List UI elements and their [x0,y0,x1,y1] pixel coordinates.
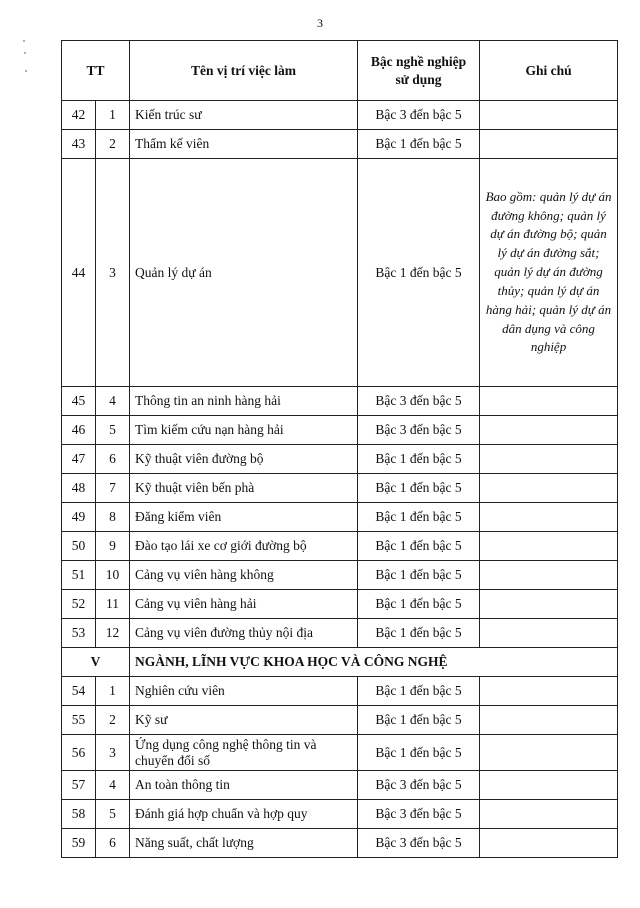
note-cell [480,561,618,590]
note-cell [480,829,618,858]
level-range: Bậc 3 đến bậc 5 [358,387,480,416]
row-number: 54 [62,677,96,706]
row-number: 47 [62,445,96,474]
position-name: Tìm kiếm cứu nạn hàng hải [130,416,358,445]
level-range: Bậc 3 đến bậc 5 [358,829,480,858]
row-sub-number: 8 [96,503,130,532]
level-range: Bậc 1 đến bậc 5 [358,503,480,532]
row-number: 42 [62,101,96,130]
row-number: 45 [62,387,96,416]
position-name: Cảng vụ viên hàng không [130,561,358,590]
row-number: 50 [62,532,96,561]
row-number: 43 [62,130,96,159]
note-cell [480,445,618,474]
level-range: Bậc 1 đến bậc 5 [358,706,480,735]
table-row [62,387,618,416]
header-level: Bậc nghề nghiệp sử dụng [358,41,480,101]
row-number: 52 [62,590,96,619]
table-header-row [62,41,618,101]
position-name: Thẩm kế viên [130,130,358,159]
level-range: Bậc 3 đến bậc 5 [358,800,480,829]
note-cell [480,130,618,159]
row-sub-number: 12 [96,619,130,648]
position-name: Quản lý dự án [130,159,358,387]
table-row [62,416,618,445]
header-position-name: Tên vị trí việc làm [130,41,358,101]
row-sub-number: 7 [96,474,130,503]
header-note: Ghi chú [480,41,618,101]
row-sub-number: 5 [96,416,130,445]
row-number: 59 [62,829,96,858]
position-name: Ứng dụng công nghệ thông tin và chuyển đổi số [130,735,358,771]
position-name: Cảng vụ viên hàng hải [130,590,358,619]
table-row [62,619,618,648]
position-name: Kiến trúc sư [130,101,358,130]
level-range: Bậc 1 đến bậc 5 [358,445,480,474]
position-name: Cảng vụ viên đường thủy nội địa [130,619,358,648]
note-cell [480,590,618,619]
note-cell [480,677,618,706]
row-sub-number: 6 [96,445,130,474]
table-row [62,829,618,858]
position-name: Nghiên cứu viên [130,677,358,706]
row-sub-number: 1 [96,101,130,130]
note-cell [480,474,618,503]
table-row [62,677,618,706]
level-range: Bậc 1 đến bậc 5 [358,677,480,706]
row-sub-number: 6 [96,829,130,858]
table-row [62,706,618,735]
section-title: NGÀNH, LĨNH VỰC KHOA HỌC VÀ CÔNG NGHỆ [130,648,618,677]
row-number: 46 [62,416,96,445]
note-cell [480,619,618,648]
row-sub-number: 2 [96,130,130,159]
row-number: 44 [62,159,96,387]
level-range: Bậc 1 đến bậc 5 [358,735,480,771]
level-range: Bậc 1 đến bậc 5 [358,619,480,648]
row-number: 57 [62,771,96,800]
table-row [62,445,618,474]
section-row [62,648,618,677]
section-roman-numeral: V [62,648,130,677]
row-number: 58 [62,800,96,829]
table-body [62,101,618,858]
row-sub-number: 3 [96,159,130,387]
table-row [62,590,618,619]
position-name: Kỹ thuật viên bến phà [130,474,358,503]
table-row [62,735,618,771]
position-name: Đăng kiểm viên [130,503,358,532]
level-range: Bậc 3 đến bậc 5 [358,771,480,800]
header-tt: TT [62,41,130,101]
row-number: 55 [62,706,96,735]
note-cell [480,387,618,416]
note-cell [480,101,618,130]
row-number: 49 [62,503,96,532]
level-range: Bậc 1 đến bậc 5 [358,561,480,590]
table-row [62,101,618,130]
position-name: Kỹ thuật viên đường bộ [130,445,358,474]
note-cell [480,800,618,829]
page-number: 3 [317,16,323,30]
table-row [62,771,618,800]
level-range: Bậc 3 đến bậc 5 [358,416,480,445]
position-name: Năng suất, chất lượng [130,829,358,858]
note-cell: Bao gồm: quản lý dự án đường không; quản lý dự án đường bộ; quản lý dự án đường sắt; quản lý dự án đường thủy; quản lý dự án hàng hải; quản lý dự án dân dụng và công nghiệp [480,159,618,387]
level-range: Bậc 1 đến bậc 5 [358,159,480,387]
row-sub-number: 1 [96,677,130,706]
table-row [62,503,618,532]
level-range: Bậc 3 đến bậc 5 [358,101,480,130]
row-sub-number: 4 [96,771,130,800]
level-range: Bậc 1 đến bậc 5 [358,474,480,503]
row-number: 53 [62,619,96,648]
level-range: Bậc 1 đến bậc 5 [358,130,480,159]
note-cell [480,735,618,771]
note-cell [480,706,618,735]
position-name: Đánh giá hợp chuẩn và hợp quy [130,800,358,829]
row-sub-number: 5 [96,800,130,829]
job-position-table [61,40,618,858]
table-row [62,561,618,590]
level-range: Bậc 1 đến bậc 5 [358,532,480,561]
position-name: Đào tạo lái xe cơ giới đường bộ [130,532,358,561]
row-sub-number: 9 [96,532,130,561]
row-sub-number: 2 [96,706,130,735]
row-sub-number: 4 [96,387,130,416]
row-sub-number: 3 [96,735,130,771]
row-sub-number: 11 [96,590,130,619]
table-row [62,800,618,829]
position-name: Thông tin an ninh hàng hải [130,387,358,416]
note-cell [480,532,618,561]
note-cell [480,771,618,800]
position-name: An toàn thông tin [130,771,358,800]
table-row [62,474,618,503]
row-number: 51 [62,561,96,590]
table-row [62,532,618,561]
row-number: 56 [62,735,96,771]
note-cell [480,503,618,532]
row-sub-number: 10 [96,561,130,590]
level-range: Bậc 1 đến bậc 5 [358,590,480,619]
table-row [62,130,618,159]
table-row [62,159,618,387]
row-number: 48 [62,474,96,503]
note-cell [480,416,618,445]
position-name: Kỹ sư [130,706,358,735]
